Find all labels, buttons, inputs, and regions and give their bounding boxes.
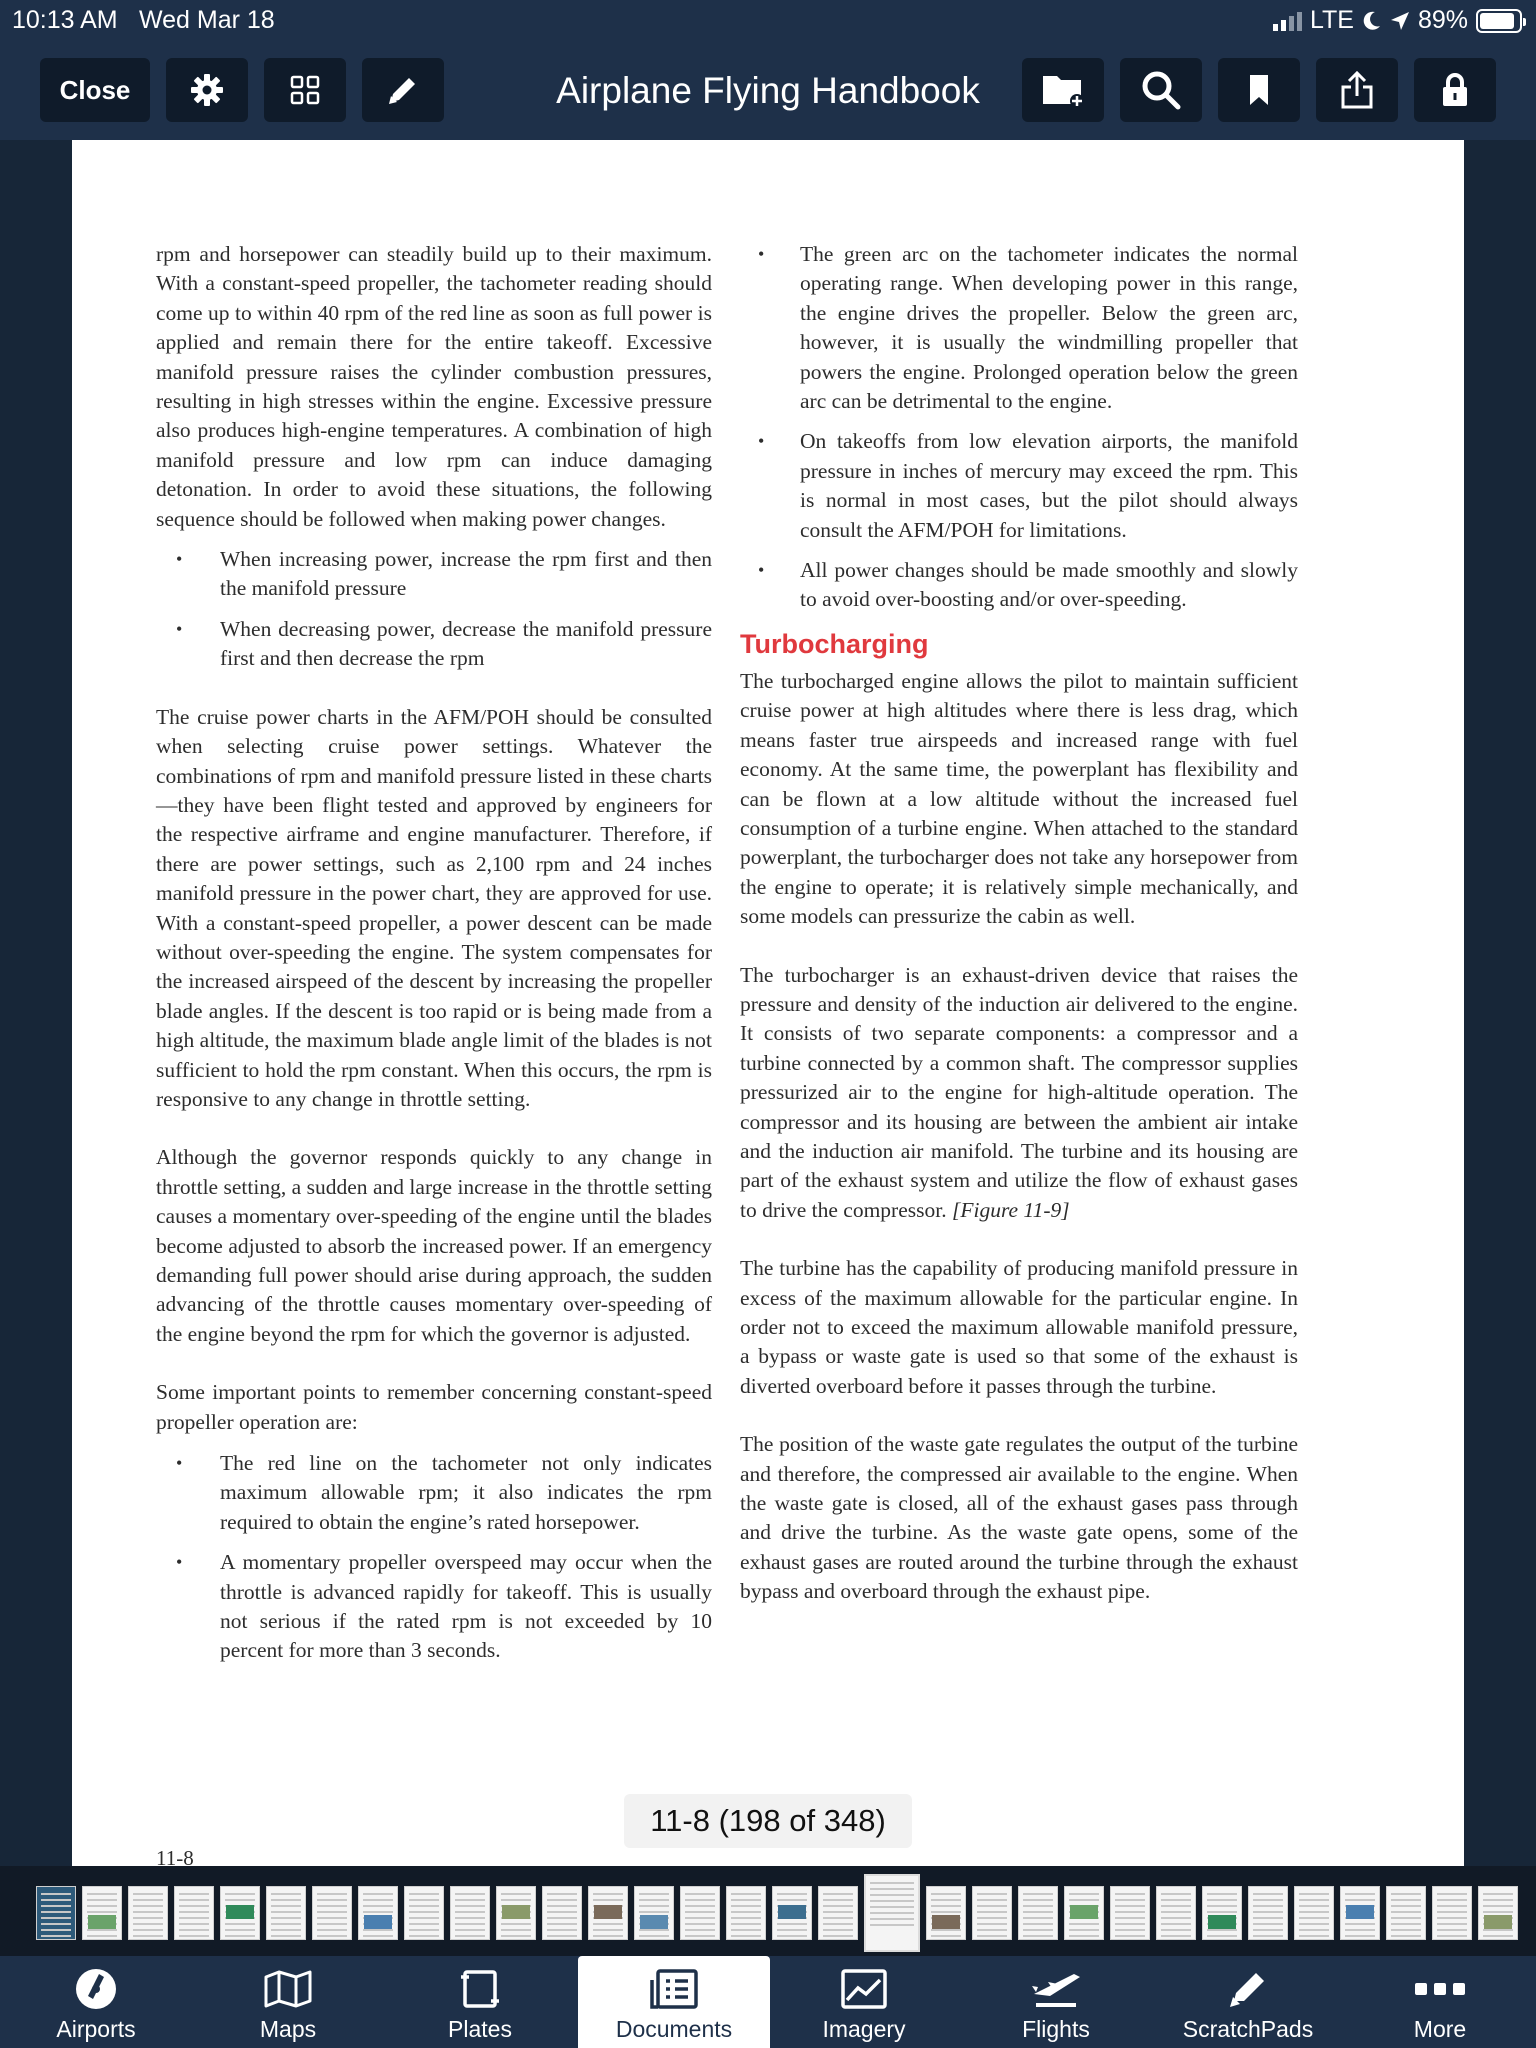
- page-thumbnail[interactable]: [36, 1886, 76, 1940]
- lock-icon: [1440, 72, 1470, 108]
- page-thumbnail[interactable]: [82, 1886, 122, 1940]
- page-thumbnail[interactable]: [128, 1886, 168, 1940]
- thumbnail-strip[interactable]: [0, 1866, 1536, 1956]
- page-thumbnail[interactable]: [266, 1886, 306, 1940]
- page-thumbnail[interactable]: [1064, 1886, 1104, 1940]
- page-thumbnail[interactable]: [1478, 1886, 1518, 1940]
- tab-more[interactable]: [1344, 1956, 1536, 2048]
- lock-button[interactable]: [1414, 58, 1496, 122]
- tab-label: Maps: [259, 2016, 317, 2042]
- list-item: • The green arc on the tachometer indicates the normal operating range. When developing power in this range, the engine drives the propeller. Below the green arc, however, it is usually the windmilling propeller that powers the engine. Prolonged operation below the green arc can be detrimental to the engine.: [740, 240, 1298, 416]
- scratchpads-icon: [1224, 1967, 1272, 2011]
- right-column: [740, 240, 1298, 1636]
- page-number-label: 11-8: [156, 1846, 194, 1866]
- bookmark-icon: [1248, 74, 1270, 106]
- bottom-tab-bar: [0, 1956, 1536, 2048]
- list-item: • When decreasing power, decrease the manifold pressure first and then decrease the rpm: [156, 615, 712, 674]
- page-thumbnail[interactable]: [726, 1886, 766, 1940]
- page-thumbnail[interactable]: [818, 1886, 858, 1940]
- status-bar: [0, 0, 1536, 40]
- paragraph: The turbocharged engine allows the pilot to maintain sufficient cruise power at high altitudes where there is less drag, which means faster true airspeeds and increased range with fuel economy. At the same time, the powerplant has flexibility and can be flown at a low altitude without the increased fuel consumption of a turbine engine. When attached to the standard powerplant, the turbocharger does not take any horsepower from the engine to operate; it is relatively simple mechanically, and some models can pressurize the cabin as well.: [740, 668, 1298, 929]
- status-right: [1273, 6, 1522, 35]
- page-thumbnail[interactable]: [1294, 1886, 1334, 1940]
- tab-label: Plates: [448, 2016, 512, 2042]
- grid-icon: [290, 75, 320, 105]
- page-thumbnail[interactable]: [450, 1886, 490, 1940]
- page-thumbnail[interactable]: [1432, 1886, 1472, 1940]
- tab-scratchpads[interactable]: [1152, 1956, 1344, 2048]
- share-icon: [1339, 70, 1375, 110]
- list-item: • The red line on the tachometer not only indicates maximum allowable rpm; it also indicates the rpm required to obtain the engine’s rated horsepower.: [156, 1449, 712, 1537]
- paragraph: Some important points to remember concerning constant-speed propeller operation are:: [156, 1380, 712, 1434]
- left-column: [156, 240, 712, 1695]
- status-date: Wed Mar 18: [139, 6, 275, 34]
- tab-label: Flights: [1022, 2016, 1090, 2042]
- search-icon: [1140, 69, 1182, 111]
- page-thumbnail[interactable]: [404, 1886, 444, 1940]
- document-title: Airplane Flying Handbook: [556, 70, 980, 111]
- airports-icon: [73, 1966, 119, 2012]
- page-thumbnail[interactable]: [542, 1886, 582, 1940]
- page-thumbnail[interactable]: [634, 1886, 674, 1940]
- bullet-list: [156, 545, 712, 674]
- location-arrow-icon: [1390, 11, 1410, 31]
- page-thumbnail[interactable]: [312, 1886, 352, 1940]
- page-thumbnail[interactable]: [220, 1886, 260, 1940]
- tab-label: More: [1413, 2016, 1467, 2042]
- signal-icon: [1273, 11, 1302, 31]
- documents-icon: [648, 1968, 700, 2010]
- page-thumbnail[interactable]: [174, 1886, 214, 1940]
- paragraph-text: The turbocharger is an exhaust-driven device that raises the pressure and density of the induction air delivered to the engine. It consists of two separate components: a compressor and a turbine connected by a common shaft. The compressor supplies pressurized air to the engine for high-altitude operation. The compressor and its housing are between the ambient air intake and the induction air manifold. The turbine and its housing are part of the exhaust system and utilize the flow of exhaust gases to drive the compressor.: [740, 962, 1298, 1222]
- battery-icon: [1476, 9, 1522, 33]
- battery-percent: 89%: [1417, 6, 1468, 34]
- bookmark-button[interactable]: [1218, 58, 1300, 122]
- paragraph: rpm and horsepower can steadily build up to their maximum. With a constant-speed propeller, the tachometer reading should come up to within 40 rpm of the red line as soon as full power is applied and remain there for the entire takeoff. Excessive manifold pressure raises the cylinder combustion pressures, resulting in high stresses within the engine. Excessive pressure also produces high-engine temperatures. A combination of high manifold pressure and low rpm can induce damaging detonation. In order to avoid these situations, the following sequence should be followed when making power changes.: [156, 242, 712, 531]
- page-thumbnail[interactable]: [1156, 1886, 1196, 1940]
- more-icon: [1414, 1981, 1466, 1997]
- page-thumbnail-current[interactable]: [864, 1874, 920, 1952]
- tab-label: Imagery: [822, 2016, 906, 2042]
- page-thumbnail[interactable]: [926, 1886, 966, 1940]
- plates-icon: [460, 1967, 500, 2011]
- folder-add-icon: [1041, 72, 1085, 108]
- paragraph: The cruise power charts in the AFM/POH should be consulted when selecting cruise power settings. Whatever the combinations of rpm and manifold pressure listed in these charts—they have been flight tested and approved by engineers for the respective airframe and engine manufacturer. Therefore, if there are power settings, such as 2,100 rpm and 24 inches manifold pressure in the power chart, they are approved for use. With a constant-speed propeller, a power descent can be made without over-speeding the engine. The system compensates for the increased airspeed of the descent by increasing the propeller blade angles. If the descent is too rapid or is being made from a high altitude, the maximum blade angle limit of the blades is not sufficient to hold the rpm constant. When this occurs, the rpm is responsive to any change in throttle setting.: [156, 704, 712, 1111]
- paragraph: The turbine has the capability of producing manifold pressure in excess of the maximum allowable for the particular engine. In order not to exceed the maximum allowable manifold pressure, a bypass or waste gate is used so that some of the exhaust is diverted overboard before it passes through the turbine.: [740, 1256, 1298, 1398]
- list-item: • On takeoffs from low elevation airports, the manifold pressure in inches of mercury may exceed the rpm. This is normal in most cases, but the pilot should always consult the AFM/POH for limitations.: [740, 427, 1298, 545]
- paragraph: [740, 961, 1298, 1226]
- tab-label: ScratchPads: [1182, 2016, 1314, 2042]
- search-button[interactable]: [1120, 58, 1202, 122]
- page-thumbnail[interactable]: [972, 1886, 1012, 1940]
- tab-documents[interactable]: [578, 1956, 770, 2048]
- gear-icon: [190, 73, 224, 107]
- page-thumbnail[interactable]: [1248, 1886, 1288, 1940]
- page-thumbnail[interactable]: [588, 1886, 628, 1940]
- tab-flights[interactable]: [960, 1956, 1152, 2048]
- tab-imagery[interactable]: [768, 1956, 960, 2048]
- paragraph: The position of the waste gate regulates the output of the turbine and therefore, the compressed air available to the engine. When the waste gate is closed, all of the exhaust gases pass through and drive the turbine. As the waste gate opens, some of the exhaust gases are routed around the turbine through the exhaust bypass and overboard through the exhaust pipe.: [740, 1432, 1298, 1604]
- document-page[interactable]: [72, 140, 1464, 1866]
- list-item: • When increasing power, increase the rpm first and then the manifold pressure: [156, 545, 712, 604]
- tab-maps[interactable]: [192, 1956, 384, 2048]
- share-button[interactable]: [1316, 58, 1398, 122]
- close-button[interactable]: Close: [40, 58, 150, 122]
- paragraph: Although the governor responds quickly to any change in throttle setting, a sudden and large increase in the throttle setting causes a momentary over-speeding of the engine until the blades become adjusted to absorb the increased power. If an emergency demanding full power should arise during approach, the sudden advancing of the throttle causes momentary over-speeding of the engine beyond the rpm for which the governor is adjusted.: [156, 1145, 712, 1346]
- tab-label: Airports: [56, 2016, 136, 2042]
- section-heading: Turbocharging: [740, 628, 929, 659]
- list-item: • All power changes should be made smoothly and slowly to avoid over-boosting and/or over-speeding.: [740, 556, 1298, 615]
- figure-reference: [Figure 11-9]: [951, 1197, 1070, 1222]
- moon-icon: [1362, 10, 1382, 32]
- folder-button[interactable]: [1022, 58, 1104, 122]
- flights-icon: [1030, 1968, 1082, 2010]
- page-thumbnail[interactable]: [1018, 1886, 1058, 1940]
- top-toolbar: [0, 40, 1536, 140]
- settings-button[interactable]: [166, 58, 248, 122]
- maps-icon: [263, 1969, 313, 2009]
- page-thumbnail[interactable]: [1202, 1886, 1242, 1940]
- tab-airports[interactable]: [0, 1956, 192, 2048]
- thumbnails-button[interactable]: [264, 58, 346, 122]
- carrier-label: LTE: [1309, 6, 1354, 34]
- page-thumbnail[interactable]: [772, 1886, 812, 1940]
- tab-plates[interactable]: [384, 1956, 576, 2048]
- page-indicator: 11-8 (198 of 348): [624, 1794, 912, 1848]
- page-thumbnail[interactable]: [1386, 1886, 1426, 1940]
- annotate-button[interactable]: [362, 58, 444, 122]
- page-thumbnail[interactable]: [358, 1886, 398, 1940]
- page-thumbnail[interactable]: [1110, 1886, 1150, 1940]
- page-thumbnail[interactable]: [496, 1886, 536, 1940]
- status-time: 10:13 AM: [12, 6, 118, 34]
- imagery-icon: [840, 1968, 888, 2010]
- pencil-icon: [385, 72, 421, 108]
- bullet-list: [740, 240, 1298, 615]
- page-thumbnail[interactable]: [680, 1886, 720, 1940]
- list-item: • A momentary propeller overspeed may occur when the throttle is advanced rapidly for takeoff. This is usually not serious if the rated rpm is not exceeded by 10 percent for more than 3 seconds.: [156, 1548, 712, 1666]
- tab-label: Documents: [615, 2016, 733, 2042]
- page-thumbnail[interactable]: [1340, 1886, 1380, 1940]
- bullet-list: [156, 1449, 712, 1666]
